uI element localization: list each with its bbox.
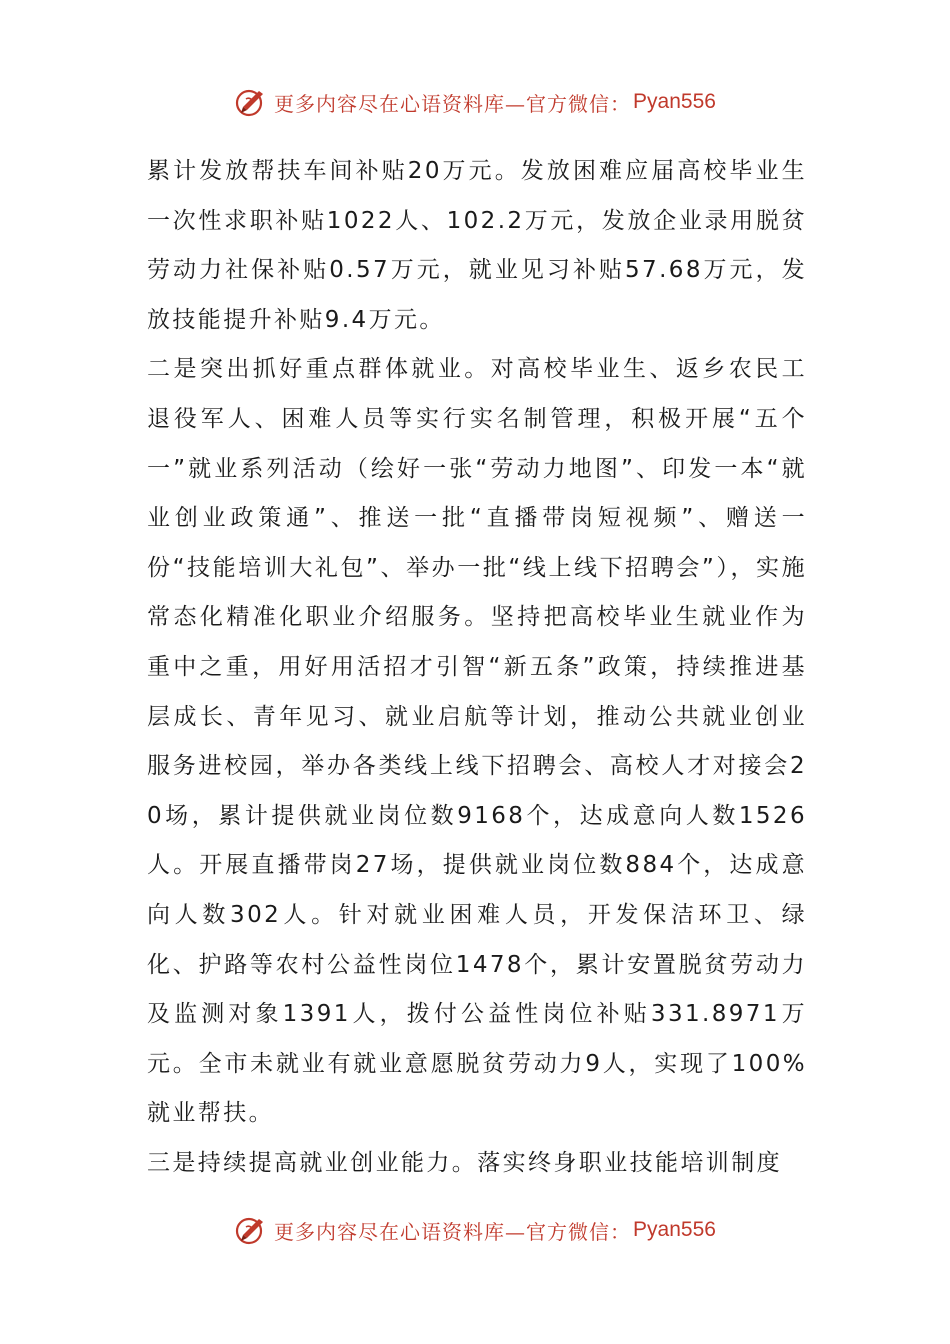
footer-banner-text: 更多内容尽在心语资料库—官方微信： [274, 1219, 632, 1244]
pen-logo-icon [234, 1213, 268, 1247]
header-banner [0, 82, 950, 122]
footer-wechat-id: Pyan556 [633, 1218, 716, 1241]
paragraph-3: 三是持续提高就业创业能力。落实终身职业技能培训制度 [147, 1149, 782, 1176]
paragraph-2: 二是突出抓好重点群体就业。对高校毕业生、返乡农民工退役军人、困难人员等实行实名制管理，积极开展“五个一”就业系列活动（绘好一张“劳动力地图”、印发一本“就业创业政策通”、推送一批“直播带岗短视频”、赠送一份“技能培训大礼包”、举办一批“线上线下招聘会”），实施常态化精准化职业介绍服务。坚持把高校毕业生就业作为重中之重，用好用活招才引智“新五条”政策，持续推进基层成长、青年见习、就业启航等计划，推动公共就业创业服务进校园，举办各类线上线下招聘会、高校人才对接会20场，累计提供就业岗位数9168个，达成意向人数1526人。开展直播带岗27场，提供就业岗位数884个，达成意向人数302人。针对就业困难人员，开发保洁环卫、绿化、护路等农村公益性岗位1478个，累计安置脱贫劳动力及监测对象1391人，拨付公益性岗位补贴331.8971万元。全市未就业有就业意愿脱贫劳动力9人，实现了100%就业帮扶。 [147, 356, 807, 1127]
header-banner-text: 更多内容尽在心语资料库—官方微信： [274, 91, 632, 116]
paragraph-1: 累计发放帮扶车间补贴20万元。发放困难应届高校毕业生一次性求职补贴1022人、102.2万元，发放企业录用脱贫劳动力社保补贴0.57万元，就业见习补贴57.68万元，发放技能提升补贴9.4万元。 [147, 158, 807, 333]
header-wechat-id: Pyan556 [633, 90, 716, 113]
document-body [147, 147, 807, 1188]
pen-logo-icon [234, 85, 268, 119]
footer-banner [0, 1210, 950, 1250]
